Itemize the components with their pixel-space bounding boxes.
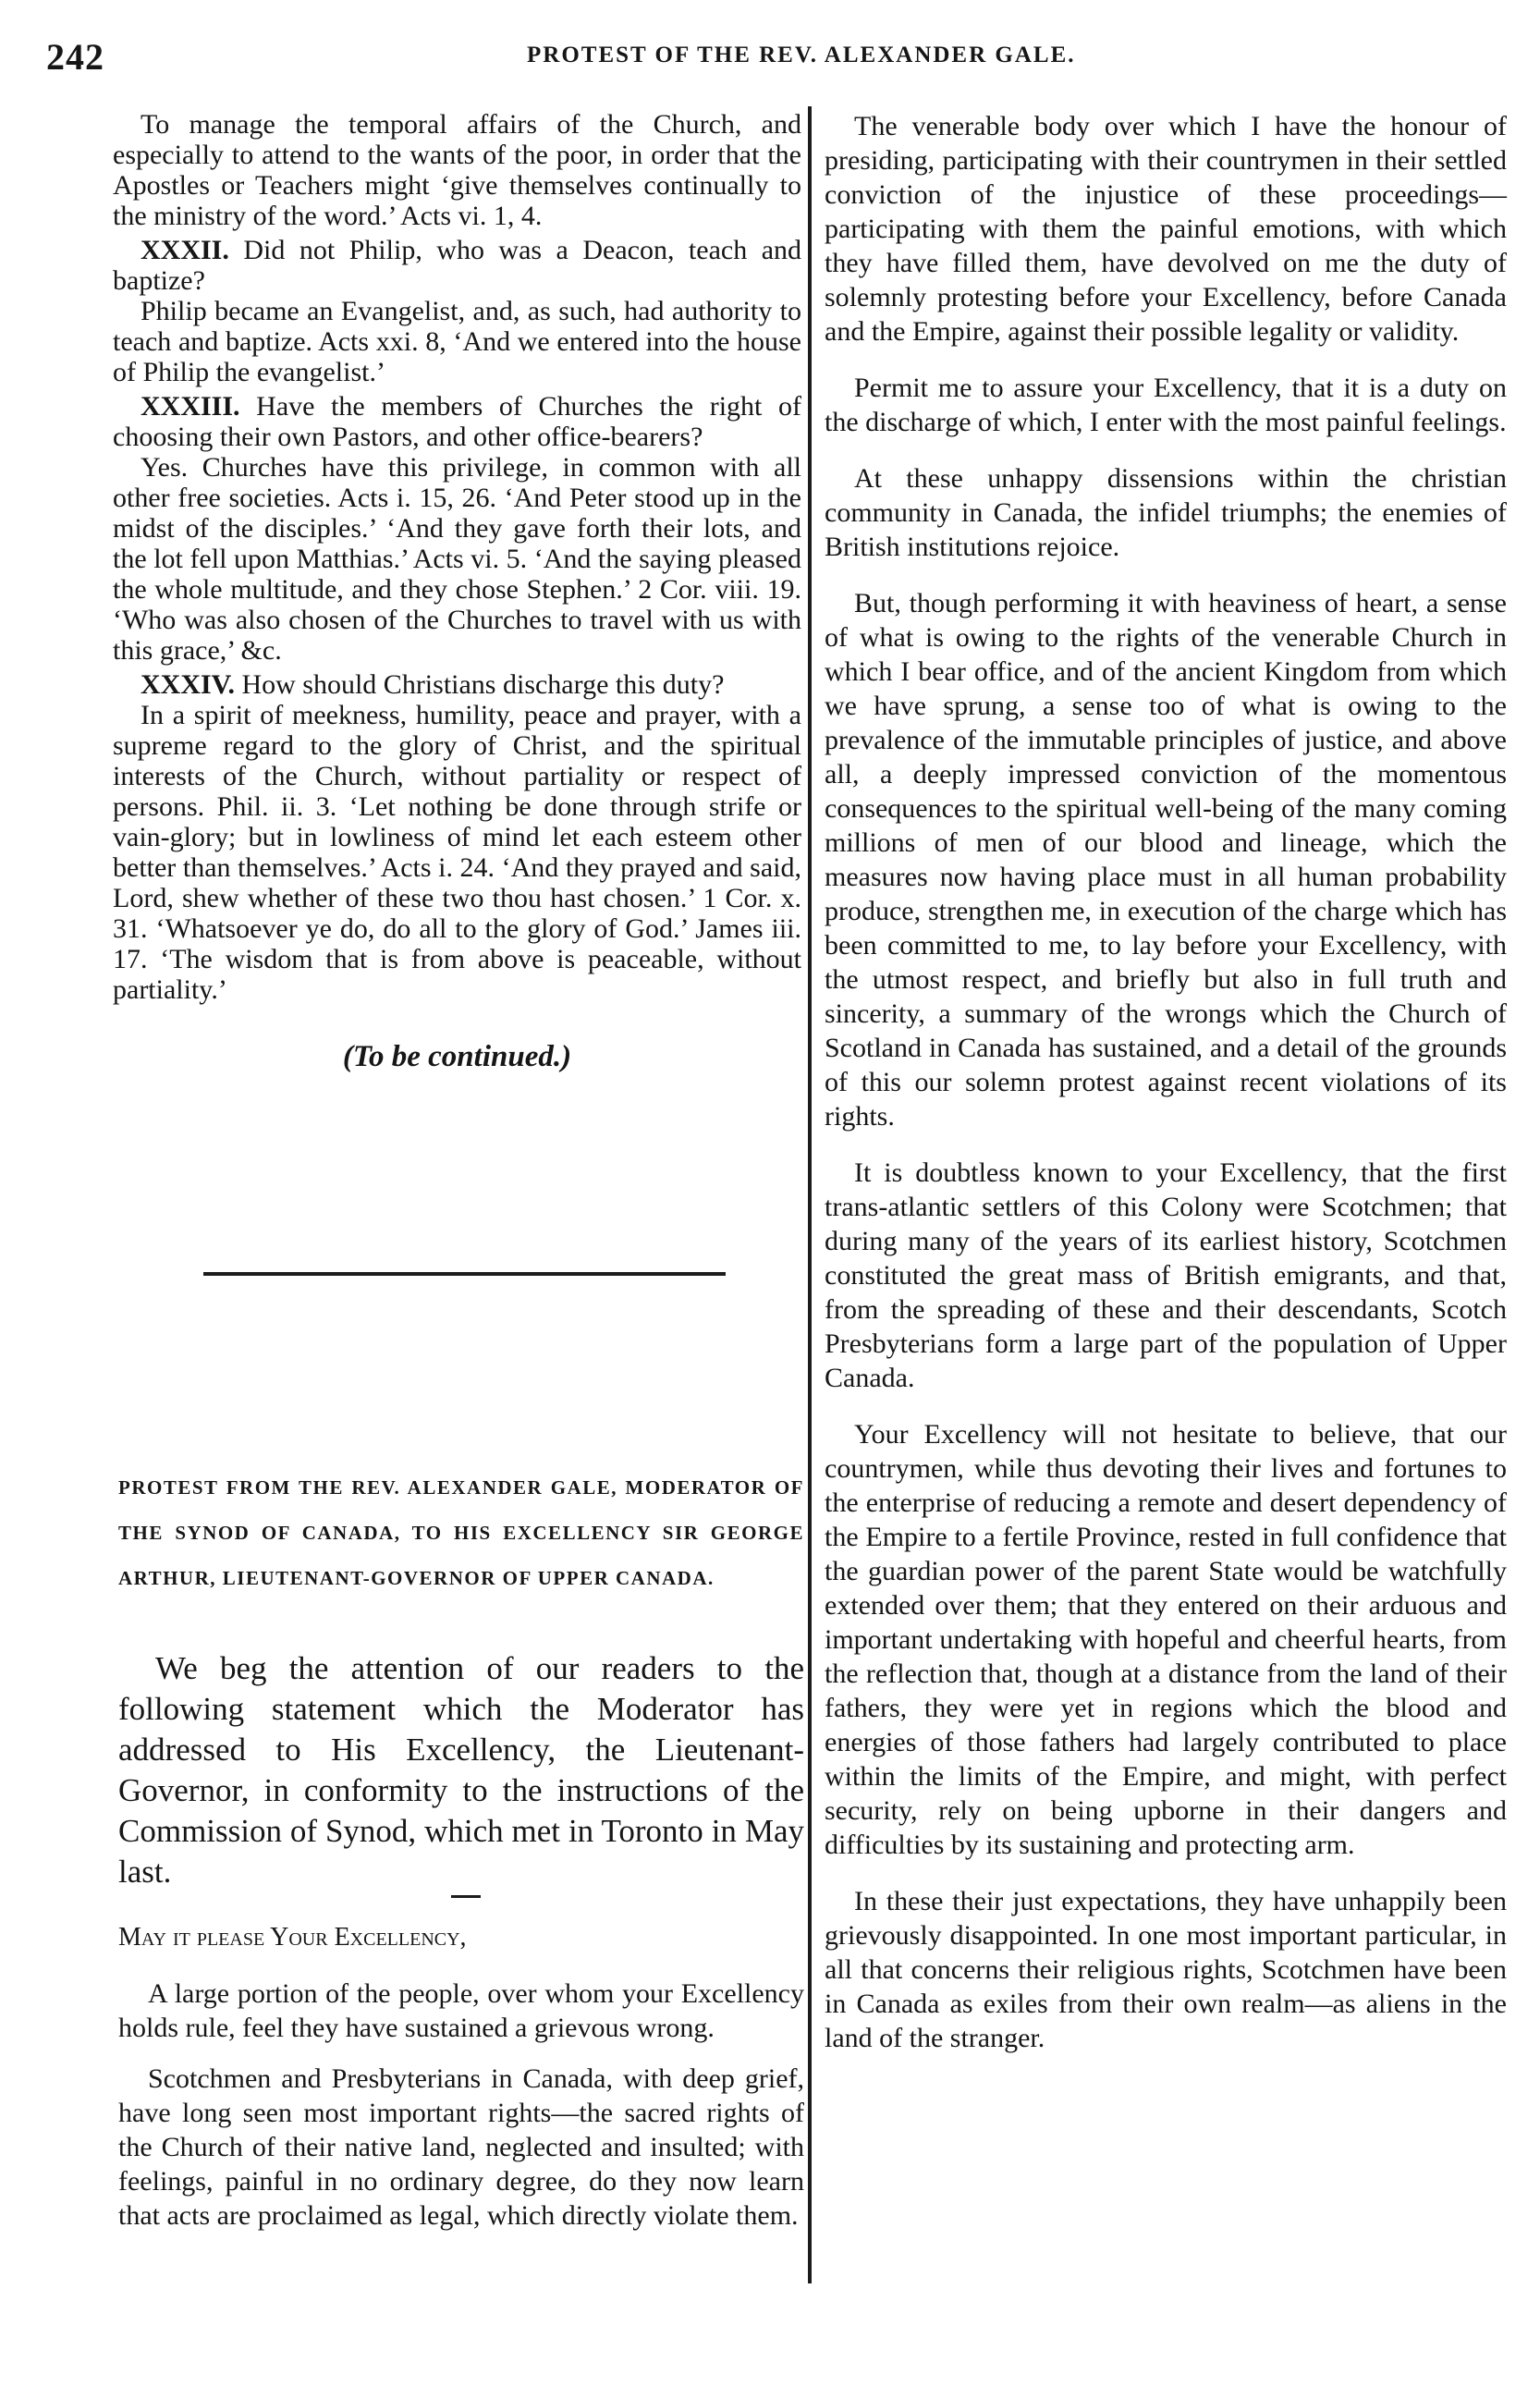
letter-paragraph: It is doubtless known to your Excellency, that the first trans-atlantic settlers of this Colony were Scotchmen; that during many of the years of its earliest history, Scotchmen constituted the great mass of British emigrants, and that, from the spreading of these and their descendants, Scotch Presbyterians form a large part of the population of Upper Canada. bbox=[825, 1157, 1507, 1393]
catechism-question: XXXIII. Have the members of Churches the right of choosing their own Pastors, and other office-bearers? bbox=[113, 391, 801, 452]
page-number: 242 bbox=[46, 36, 104, 78]
question-number: XXXIV. bbox=[141, 669, 235, 700]
column-divider bbox=[808, 106, 812, 2283]
letter-paragraph: In these their just expectations, they have unhappily been grievously disappointed. In one most important particular, in all that concerns their religious rights, Scotchmen have been in Canada as exiles from their own realm—as aliens in the land of the stranger. bbox=[825, 1886, 1507, 2053]
page-header bbox=[46, 35, 1494, 81]
to-be-continued: (To be continued.) bbox=[342, 1040, 572, 1073]
letter-paragraph: The venerable body over which I have the honour of presiding, participating with their countrymen in their settled conviction of the injustice of these proceedings—participating with them the painful emotions, with which they have filled them, have devolved on me the duty of solemnly protesting before your Excellency, before Canada and the Empire, against their possible legality or validity. bbox=[825, 111, 1507, 347]
letter-paragraph: Permit me to assure your Excellency, that it is a duty on the discharge of which, I enter with the most painful feelings. bbox=[825, 373, 1507, 437]
short-dash bbox=[451, 1895, 481, 1898]
question-number: XXXIII. bbox=[141, 391, 240, 422]
letter-body-left bbox=[118, 1977, 804, 2233]
section-rule bbox=[203, 1272, 726, 1276]
salutation: May it please Your Excellency, bbox=[118, 1923, 467, 1952]
catechism-answer: In a spirit of meekness, humility, peace and prayer, with a supreme regard to the glory of Christ, and the spiritual interests of the Church, without partiality or respect of persons. Phil. ii. 3. ‘Let nothing be done through strife or vain-glory; but in lowliness of mind let each esteem other better than themselves.’ Acts i. 24. ‘And they prayed and said, Lord, shew whether of these two thou hast chosen.’ 1 Cor. x. 31. ‘Whatsoever ye do, do all to the glory of God.’ James iii. 17. ‘The wisdom that is from above is peaceable, without partiality.’ bbox=[113, 700, 801, 1005]
letter-paragraph: Your Excellency will not hesitate to believe, that our countrymen, while thus devoting their lives and fortunes to the enterprise of reducing a remote and desert dependency of the Empire to a fertile Province, rested in full confidence that the guardian power of the parent State would be watchfully extended over them; that they entered on their arduous and important undertaking with hopeful and cheerful hearts, from the reflection that, though at a distance from the land of their fathers, they were yet in regions which the blood and energies of those fathers had largely contributed to place within the limits of the Empire, and might, with perfect security, rely on being upborne in their dangers and difficulties by its sustaining and protecting arm. bbox=[825, 1419, 1507, 1860]
article-heading: PROTEST FROM THE REV. ALEXANDER GALE, MODERATOR OF THE SYNOD OF CANADA, TO HIS EXCELLENCY SIR GEORGE ARTHUR, LIEUTENANT-GOVERNOR OF UPPER CANADA. bbox=[118, 1476, 804, 1589]
letter-paragraph: Scotchmen and Presbyterians in Canada, with deep grief, have long seen most important rights—the sacred rights of the Church of their native land, neglected and insulted; with feelings, painful in no ordinary degree, do they now learn that acts are proclaimed as legal, which directly violate them. bbox=[118, 2063, 804, 2231]
catechism-answer: To manage the temporal affairs of the Church, and especially to attend to the wants of the poor, in order that the Apostles or Teachers might ‘give themselves continually to the ministry of the word.’ Acts vi. 1, 4. bbox=[113, 109, 801, 231]
running-title: PROTEST OF THE REV. ALEXANDER GALE. bbox=[527, 43, 1076, 67]
letter-paragraph: At these unhappy dissensions within the christian community in Canada, the infidel triumphs; the enemies of British institutions rejoice. bbox=[825, 463, 1507, 562]
catechism-answer: Philip became an Evangelist, and, as such, had authority to teach and baptize. Acts xxi. 8, ‘And we entered into the house of Philip the evangelist.’ bbox=[113, 296, 801, 387]
catechism-question: XXXIV. How should Christians discharge this duty? bbox=[141, 669, 725, 700]
catechism-question: XXXII. Did not Philip, who was a Deacon, teach and baptize? bbox=[113, 235, 802, 296]
catechism-answer: Yes. Churches have this privilege, in common with all other free societies. Acts i. 15, 26. ‘And Peter stood up in the midst of the disciples.’ ‘And they gave forth their lots, and the lot fell upon Matthias.’ Acts vi. 5. ‘And the saying pleased the whole multitude, and they chose Stephen.’ 2 Cor. viii. 19. ‘Who was also chosen of the Churches to travel with us with this grace,’ &c. bbox=[113, 452, 801, 666]
catechism-section bbox=[113, 109, 801, 1075]
question-number: XXXII. bbox=[141, 235, 229, 265]
letter-paragraph: But, though performing it with heaviness of heart, a sense of what is owing to the rights of the venerable Church in which I bear office, and of the ancient Kingdom from which we have sprung, a sense too of what is owing to the prevalence of the immutable principles of justice, and above all, a deeply impressed conviction of the momentous consequences to the spiritual well-being of the many coming millions of men of our blood and lineage, which the measures now having place must in all human probability produce, strengthen me, in execution of the charge which has been committed to me, to lay before your Excellency, with the utmost respect, and briefly but also in full truth and sincerity, a summary of the wrongs which the Church of Scotland in Canada has sustained, and a detail of the grounds of this our solemn protest against recent violations of its rights. bbox=[825, 588, 1507, 1132]
letter-paragraph: A large portion of the people, over whom your Excellency holds rule, feel they have sustained a grievous wrong. bbox=[118, 1978, 804, 2043]
letter-body-right bbox=[825, 109, 1507, 2055]
editorial-intro: We beg the attention of our readers to the following statement which the Moderator has addressed to His Excellency, the Lieutenant-Governor, in conformity to the instructions of the Commission of Synod, which met in Toronto in May last. bbox=[118, 1650, 804, 1890]
